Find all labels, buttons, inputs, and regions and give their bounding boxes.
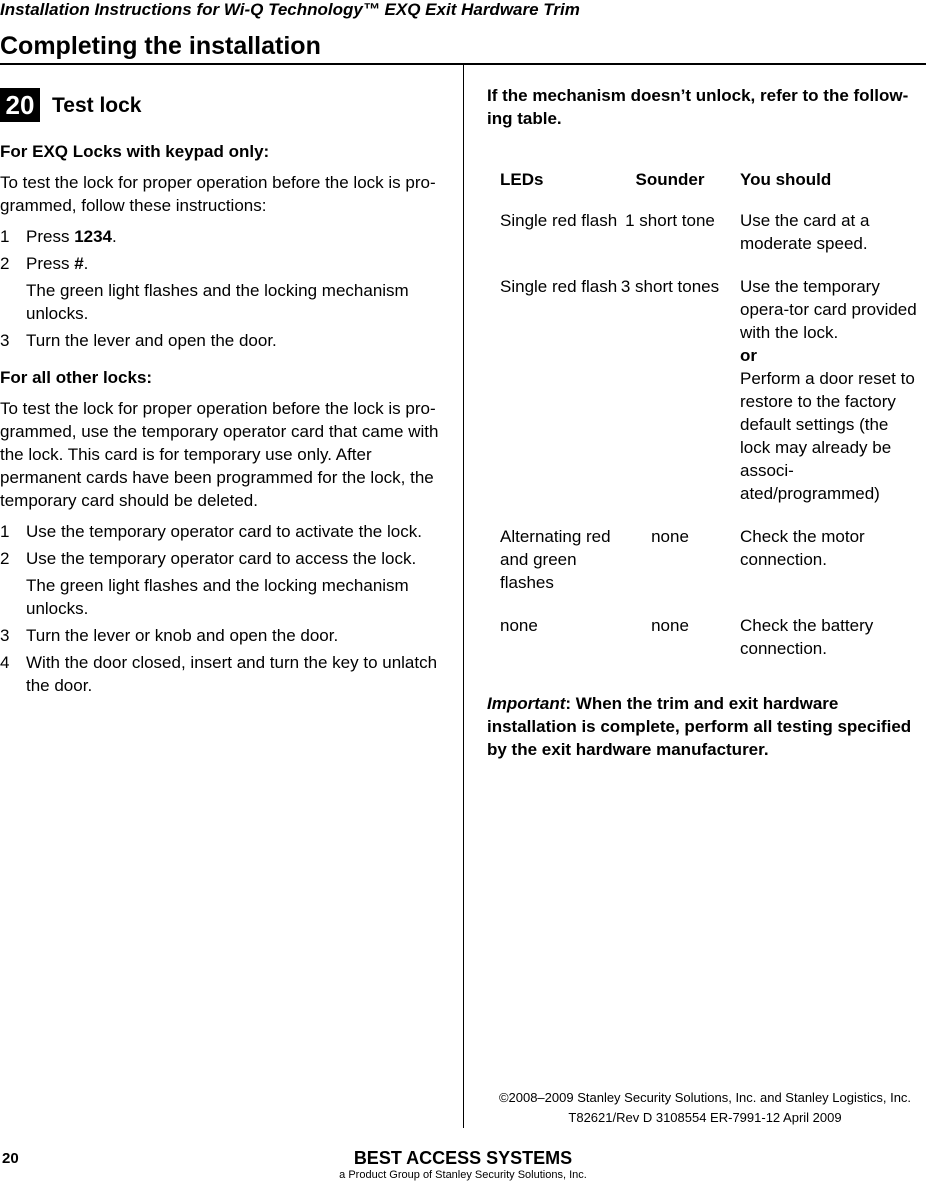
- other-locks-heading: For all other locks:: [0, 368, 153, 387]
- other-locks-intro: To test the lock for proper operation before the lock is pro-grammed, use the temporary operator card that came with the lock. This card is for temporary use only. After permanent cards have been programmed for the lock, the temporary card should be deleted.: [0, 399, 439, 510]
- key-code: 1234: [74, 227, 113, 246]
- table-row: [487, 614, 923, 680]
- copyright-text: ©2008–2009 Stanley Security Solutions, Inc. and Stanley Logistics, Inc.: [498, 1090, 912, 1105]
- important-label: Important: [487, 694, 566, 713]
- cell-leds: Single red flash: [500, 277, 618, 296]
- keypad-note: The green light flashes and the locking mechanism unlocks.: [26, 281, 409, 323]
- right-column: [487, 84, 923, 761]
- item-text: Press: [26, 227, 75, 246]
- section-title: Completing the installation: [0, 32, 321, 60]
- table-row: [487, 275, 923, 525]
- page-number: 20: [2, 1150, 19, 1167]
- brand-subtitle: a Product Group of Stanley Security Solutions, Inc.: [339, 1169, 587, 1181]
- table-header-row: [487, 168, 923, 209]
- brand-footer: [0, 1148, 926, 1181]
- item-number: 1: [0, 227, 10, 246]
- key-code: #: [74, 254, 84, 273]
- item-text: With the door closed, insert and turn the key to unlatch the door.: [26, 653, 438, 695]
- list-item: [0, 225, 440, 248]
- cell-sounder: none: [651, 527, 689, 546]
- action-text-alt: Perform a door reset to restore to the factory default settings (the lock may already be associ-ated/programmed): [740, 369, 915, 503]
- important-text: : When the trim and exit hardware installation is complete, perform all testing specified by the exit hardware manufacturer.: [487, 694, 912, 759]
- item-text: Use the temporary operator card to access the lock.: [26, 549, 417, 568]
- list-item: [0, 624, 440, 647]
- important-note: [487, 692, 923, 761]
- item-number: 3: [0, 626, 10, 645]
- step-heading: [0, 88, 440, 122]
- step-number-badge: 20: [0, 88, 40, 122]
- table-row: [487, 209, 923, 275]
- column-header-sounder: Sounder: [635, 170, 705, 189]
- copyright-block: [487, 1088, 923, 1128]
- item-text: .: [112, 227, 117, 246]
- document-reference: T82621/Rev D 3108554 ER-7991-12 April 2009: [568, 1110, 842, 1125]
- item-number: 1: [0, 522, 10, 541]
- left-column: [0, 88, 440, 701]
- or-label: or: [740, 346, 757, 365]
- list-item: [0, 329, 440, 352]
- cell-leds: Single red flash: [500, 211, 618, 230]
- item-text: Turn the lever and open the door.: [26, 331, 277, 350]
- cell-leds: none: [500, 616, 538, 635]
- list-item: [0, 520, 440, 543]
- keypad-intro: To test the lock for proper operation before the lock is pro-grammed, follow these instructions:: [0, 173, 436, 215]
- keypad-heading: For EXQ Locks with keypad only:: [0, 142, 270, 161]
- item-number: 2: [0, 254, 10, 273]
- item-number: 2: [0, 549, 10, 568]
- other-locks-note: The green light flashes and the locking mechanism unlocks.: [26, 576, 409, 618]
- document-title: Installation Instructions for Wi-Q Technology™ EXQ Exit Hardware Trim: [0, 0, 580, 19]
- brand-name: BEST ACCESS SYSTEMS: [353, 1148, 573, 1168]
- cell-sounder: 1 short tone: [625, 211, 715, 230]
- item-number: 4: [0, 653, 10, 672]
- cell-action: Check the battery connection.: [740, 616, 874, 658]
- item-text: Press: [26, 254, 75, 273]
- column-header-action: You should: [740, 170, 832, 189]
- cell-action: Use the card at a moderate speed.: [740, 211, 870, 253]
- item-number: 3: [0, 331, 10, 350]
- action-text: Use the temporary opera-tor card provided with the lock.: [740, 277, 917, 342]
- list-item: [0, 651, 440, 697]
- item-text: .: [83, 254, 89, 273]
- item-text: Turn the lever or knob and open the door.: [26, 626, 339, 645]
- cell-leds: Alternating red and green flashes: [500, 527, 611, 592]
- step-title: Test lock: [52, 93, 142, 117]
- list-item: [0, 547, 440, 570]
- item-text: Use the temporary operator card to activate the lock.: [26, 522, 422, 541]
- column-divider: [463, 65, 464, 1128]
- troubleshoot-table: [487, 168, 923, 680]
- cell-action: [720, 275, 923, 525]
- list-item: [0, 252, 440, 275]
- troubleshoot-intro: If the mechanism doesn’t unlock, refer to the follow-ing table.: [487, 86, 909, 128]
- column-header-leds: LEDs: [500, 170, 544, 189]
- cell-sounder: none: [651, 616, 689, 635]
- cell-sounder: 3 short tones: [620, 277, 720, 296]
- table-row: [487, 525, 923, 614]
- cell-action: Check the motor connection.: [740, 527, 865, 569]
